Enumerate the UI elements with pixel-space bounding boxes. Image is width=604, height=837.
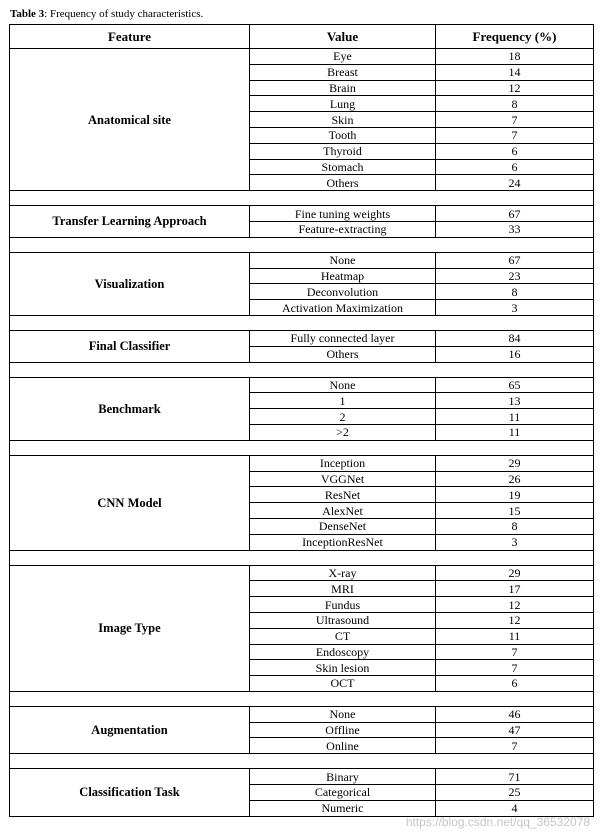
frequency-cell: 15	[436, 503, 594, 519]
frequency-cell: 13	[436, 393, 594, 409]
frequency-cell: 11	[436, 628, 594, 644]
frequency-cell: 7	[436, 112, 594, 128]
value-cell: Breast	[250, 64, 436, 80]
feature-cell: Classification Task	[10, 769, 250, 816]
value-cell: Inception	[250, 455, 436, 471]
value-cell: Fine tuning weights	[250, 206, 436, 222]
frequency-cell: 65	[436, 377, 594, 393]
frequency-cell: 33	[436, 221, 594, 237]
value-cell: Offline	[250, 722, 436, 738]
value-cell: Ultrasound	[250, 612, 436, 628]
value-cell: Tooth	[250, 127, 436, 143]
separator-row	[10, 754, 594, 769]
header-row	[10, 25, 594, 49]
frequency-cell: 84	[436, 330, 594, 346]
frequency-cell: 12	[436, 612, 594, 628]
separator-cell	[10, 440, 594, 455]
separator-cell	[10, 362, 594, 377]
value-cell: 2	[250, 409, 436, 425]
table-row	[10, 377, 594, 393]
value-cell: Heatmap	[250, 268, 436, 284]
frequency-cell: 47	[436, 722, 594, 738]
frequency-cell: 11	[436, 409, 594, 425]
value-cell: Lung	[250, 96, 436, 112]
frequency-cell: 18	[436, 49, 594, 65]
frequency-cell: 7	[436, 644, 594, 660]
value-cell: Thyroid	[250, 143, 436, 159]
separator-cell	[10, 237, 594, 252]
frequency-cell: 71	[436, 769, 594, 785]
value-cell: None	[250, 377, 436, 393]
value-cell: Others	[250, 175, 436, 191]
frequency-table	[9, 24, 594, 817]
frequency-cell: 19	[436, 487, 594, 503]
frequency-cell: 7	[436, 127, 594, 143]
feature-cell: CNN Model	[10, 455, 250, 550]
value-cell: Stomach	[250, 159, 436, 175]
feature-cell: Visualization	[10, 252, 250, 315]
feature-cell: Image Type	[10, 565, 250, 691]
table-caption	[10, 8, 203, 21]
frequency-cell: 67	[436, 252, 594, 268]
table-row	[10, 706, 594, 722]
value-cell: CT	[250, 628, 436, 644]
value-cell: Fully connected layer	[250, 330, 436, 346]
value-cell: AlexNet	[250, 503, 436, 519]
value-cell: X-ray	[250, 565, 436, 581]
value-cell: Categorical	[250, 785, 436, 801]
separator-cell	[10, 550, 594, 565]
frequency-cell: 25	[436, 785, 594, 801]
feature-cell: Transfer Learning Approach	[10, 206, 250, 238]
table-row	[10, 252, 594, 268]
value-cell: VGGNet	[250, 471, 436, 487]
header-value: Value	[250, 25, 436, 49]
table-row	[10, 565, 594, 581]
frequency-cell: 24	[436, 175, 594, 191]
frequency-cell: 67	[436, 206, 594, 222]
value-cell: Binary	[250, 769, 436, 785]
table-row	[10, 455, 594, 471]
separator-cell	[10, 191, 594, 206]
value-cell: Endoscopy	[250, 644, 436, 660]
frequency-cell: 17	[436, 581, 594, 597]
feature-cell: Augmentation	[10, 706, 250, 753]
separator-row	[10, 440, 594, 455]
frequency-cell: 8	[436, 96, 594, 112]
value-cell: None	[250, 252, 436, 268]
value-cell: InceptionResNet	[250, 534, 436, 550]
value-cell: Numeric	[250, 800, 436, 816]
value-cell: Eye	[250, 49, 436, 65]
value-cell: MRI	[250, 581, 436, 597]
watermark: https://blog.csdn.net/qq_36532078	[405, 815, 590, 829]
frequency-cell: 29	[436, 565, 594, 581]
frequency-cell: 12	[436, 597, 594, 613]
separator-row	[10, 315, 594, 330]
frequency-cell: 7	[436, 660, 594, 676]
frequency-cell: 8	[436, 284, 594, 300]
frequency-cell: 23	[436, 268, 594, 284]
separator-row	[10, 691, 594, 706]
separator-row	[10, 550, 594, 565]
value-cell: Feature-extracting	[250, 221, 436, 237]
value-cell: Deconvolution	[250, 284, 436, 300]
value-cell: OCT	[250, 676, 436, 692]
table-label: Table 3	[10, 8, 45, 20]
value-cell: Skin	[250, 112, 436, 128]
value-cell: Online	[250, 738, 436, 754]
frequency-cell: 6	[436, 676, 594, 692]
value-cell: Fundus	[250, 597, 436, 613]
value-cell: Brain	[250, 80, 436, 96]
frequency-cell: 29	[436, 455, 594, 471]
frequency-cell: 26	[436, 471, 594, 487]
frequency-cell: 7	[436, 738, 594, 754]
frequency-cell: 46	[436, 706, 594, 722]
frequency-cell: 12	[436, 80, 594, 96]
frequency-cell: 8	[436, 518, 594, 534]
feature-cell: Benchmark	[10, 377, 250, 440]
frequency-cell: 6	[436, 159, 594, 175]
frequency-cell: 3	[436, 534, 594, 550]
table-row	[10, 769, 594, 785]
value-cell: None	[250, 706, 436, 722]
value-cell: Activation Maximization	[250, 300, 436, 316]
frequency-cell: 16	[436, 346, 594, 362]
frequency-cell: 4	[436, 800, 594, 816]
table-row	[10, 206, 594, 222]
value-cell: ResNet	[250, 487, 436, 503]
header-feature: Feature	[10, 25, 250, 49]
separator-cell	[10, 315, 594, 330]
table-caption-text: : Frequency of study characteristics.	[44, 8, 204, 20]
value-cell: 1	[250, 393, 436, 409]
frequency-cell: 6	[436, 143, 594, 159]
frequency-cell: 3	[436, 300, 594, 316]
feature-cell: Final Classifier	[10, 330, 250, 362]
separator-row	[10, 191, 594, 206]
value-cell: Others	[250, 346, 436, 362]
value-cell: DenseNet	[250, 518, 436, 534]
separator-cell	[10, 754, 594, 769]
frequency-cell: 14	[436, 64, 594, 80]
frequency-cell: 11	[436, 424, 594, 440]
value-cell: >2	[250, 424, 436, 440]
header-frequency: Frequency (%)	[436, 25, 594, 49]
feature-cell: Anatomical site	[10, 49, 250, 191]
separator-row	[10, 362, 594, 377]
table-body	[10, 49, 594, 817]
table-row	[10, 49, 594, 65]
table-row	[10, 330, 594, 346]
separator-row	[10, 237, 594, 252]
separator-cell	[10, 691, 594, 706]
value-cell: Skin lesion	[250, 660, 436, 676]
